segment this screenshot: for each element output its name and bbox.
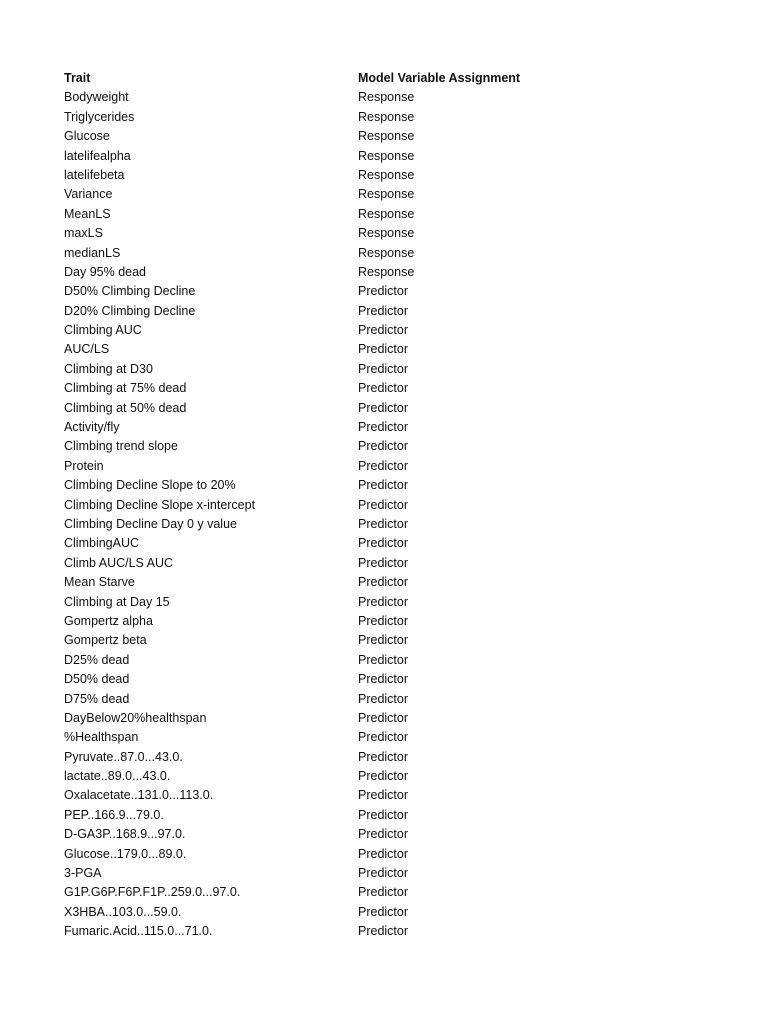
table-row [64,418,704,437]
table-body [64,88,704,941]
trait-cell: Glucose..179.0...89.0. [64,846,187,861]
trait-cell: MeanLS [64,206,111,221]
table-row [64,748,704,767]
table-row [64,903,704,922]
table-row [64,845,704,864]
trait-cell: D20% Climbing Decline [64,303,196,318]
trait-cell: maxLS [64,226,103,241]
table-row [64,88,704,107]
assignment-cell: Response [358,167,415,182]
trait-cell: Fumaric.Acid..115.0...71.0. [64,924,213,939]
assignment-cell: Predictor [358,710,409,725]
assignment-cell: Predictor [358,381,409,396]
trait-cell: ClimbingAUC [64,536,140,551]
table-row [64,340,704,359]
assignment-cell: Predictor [358,652,409,667]
table-row [64,670,704,689]
table-row [64,302,704,321]
assignment-cell: Predictor [358,827,409,842]
assignment-cell: Predictor [358,769,409,784]
assignment-cell: Predictor [358,691,409,706]
trait-cell: Climbing Decline Day 0 y value [64,516,237,531]
table-row [64,883,704,902]
assignment-column-header: Model Variable Assignment [358,71,521,85]
trait-cell: Climbing Decline Slope x-intercept [64,497,256,512]
table-row [64,709,704,728]
table-row [64,534,704,553]
trait-cell: Gompertz beta [64,633,147,648]
assignment-cell: Predictor [358,284,409,299]
table-row [64,263,704,282]
table-row [64,166,704,185]
assignment-cell: Predictor [358,361,409,376]
trait-cell: Climbing at 75% dead [64,381,187,396]
trait-cell: Climbing trend slope [64,439,178,454]
trait-cell: Climb AUC/LS AUC [64,555,174,570]
trait-cell: Climbing Decline Slope to 20% [64,478,236,493]
assignment-cell: Predictor [358,303,409,318]
assignment-cell: Predictor [358,575,409,590]
assignment-cell: Response [358,245,415,260]
assignment-cell: Predictor [358,458,409,473]
assignment-cell: Predictor [358,516,409,531]
trait-cell: Gompertz alpha [64,613,153,628]
assignment-cell: Response [358,187,415,202]
table-row [64,399,704,418]
trait-cell: Protein [64,458,104,473]
table-header-row [64,69,704,88]
table-row [64,437,704,456]
table-row [64,651,704,670]
trait-column-header: Trait [64,71,91,85]
trait-cell: PEP..166.9...79.0. [64,807,164,822]
trait-cell: X3HBA..103.0...59.0. [64,904,182,919]
table-row [64,922,704,941]
table-row [64,825,704,844]
table-row [64,282,704,301]
assignment-cell: Predictor [358,788,409,803]
assignment-cell: Predictor [358,846,409,861]
assignment-cell: Response [358,129,415,144]
trait-cell: 3-PGA [64,866,102,881]
assignment-cell: Predictor [358,497,409,512]
trait-cell: Pyruvate..87.0...43.0. [64,749,183,764]
table-row [64,205,704,224]
table-row [64,515,704,534]
assignment-cell: Response [358,90,415,105]
trait-cell: Activity/fly [64,420,120,435]
trait-cell: DayBelow20%healthspan [64,710,207,725]
trait-cell: D75% dead [64,691,130,706]
table-row [64,224,704,243]
trait-table [64,69,704,942]
assignment-cell: Predictor [358,807,409,822]
assignment-cell: Response [358,206,415,221]
table-row [64,554,704,573]
table-row [64,806,704,825]
assignment-cell: Predictor [358,536,409,551]
table-row [64,690,704,709]
assignment-cell: Response [358,264,415,279]
table-row [64,185,704,204]
trait-cell: D50% Climbing Decline [64,284,196,299]
trait-cell: medianLS [64,245,121,260]
table-row [64,379,704,398]
assignment-cell: Response [358,148,415,163]
assignment-cell: Predictor [358,323,409,338]
assignment-cell: Predictor [358,904,409,919]
trait-cell: G1P.G6P.F6P.F1P..259.0...97.0. [64,885,241,900]
assignment-cell: Predictor [358,478,409,493]
assignment-cell: Response [358,109,415,124]
trait-cell: Climbing at D30 [64,361,153,376]
trait-cell: Day 95% dead [64,264,147,279]
table-row [64,127,704,146]
assignment-cell: Predictor [358,613,409,628]
trait-cell: D25% dead [64,652,130,667]
trait-cell: Mean Starve [64,575,135,590]
table-row [64,457,704,476]
table-row [64,244,704,263]
table-row [64,767,704,786]
assignment-cell: Predictor [358,633,409,648]
table-row [64,147,704,166]
trait-cell: Oxalacetate..131.0...113.0. [64,788,214,803]
assignment-cell: Response [358,226,415,241]
trait-cell: Triglycerides [64,109,135,124]
table-row [64,496,704,515]
assignment-cell: Predictor [358,866,409,881]
table-row [64,593,704,612]
trait-cell: Climbing at 50% dead [64,400,187,415]
trait-cell: Variance [64,187,113,202]
table-row [64,573,704,592]
assignment-cell: Predictor [358,749,409,764]
assignment-cell: Predictor [358,672,409,687]
table-row [64,786,704,805]
table-row [64,108,704,127]
table-row [64,728,704,747]
table-row [64,631,704,650]
assignment-cell: Predictor [358,420,409,435]
table-row [64,321,704,340]
assignment-cell: Predictor [358,730,409,745]
table-row [64,612,704,631]
trait-cell: AUC/LS [64,342,110,357]
trait-cell: Climbing AUC [64,323,142,338]
assignment-cell: Predictor [358,594,409,609]
trait-cell: D50% dead [64,672,130,687]
trait-cell: %Healthspan [64,730,139,745]
table-row [64,864,704,883]
trait-cell: Glucose [64,129,110,144]
assignment-cell: Predictor [358,924,409,939]
assignment-cell: Predictor [358,439,409,454]
table-row [64,476,704,495]
assignment-cell: Predictor [358,885,409,900]
trait-cell: Bodyweight [64,90,129,105]
trait-cell: D-GA3P..168.9...97.0. [64,827,186,842]
trait-cell: lactate..89.0...43.0. [64,769,171,784]
trait-cell: latelifealpha [64,148,131,163]
assignment-cell: Predictor [358,555,409,570]
assignment-cell: Predictor [358,342,409,357]
trait-cell: latelifebeta [64,167,125,182]
trait-cell: Climbing at Day 15 [64,594,170,609]
assignment-cell: Predictor [358,400,409,415]
table-row [64,360,704,379]
